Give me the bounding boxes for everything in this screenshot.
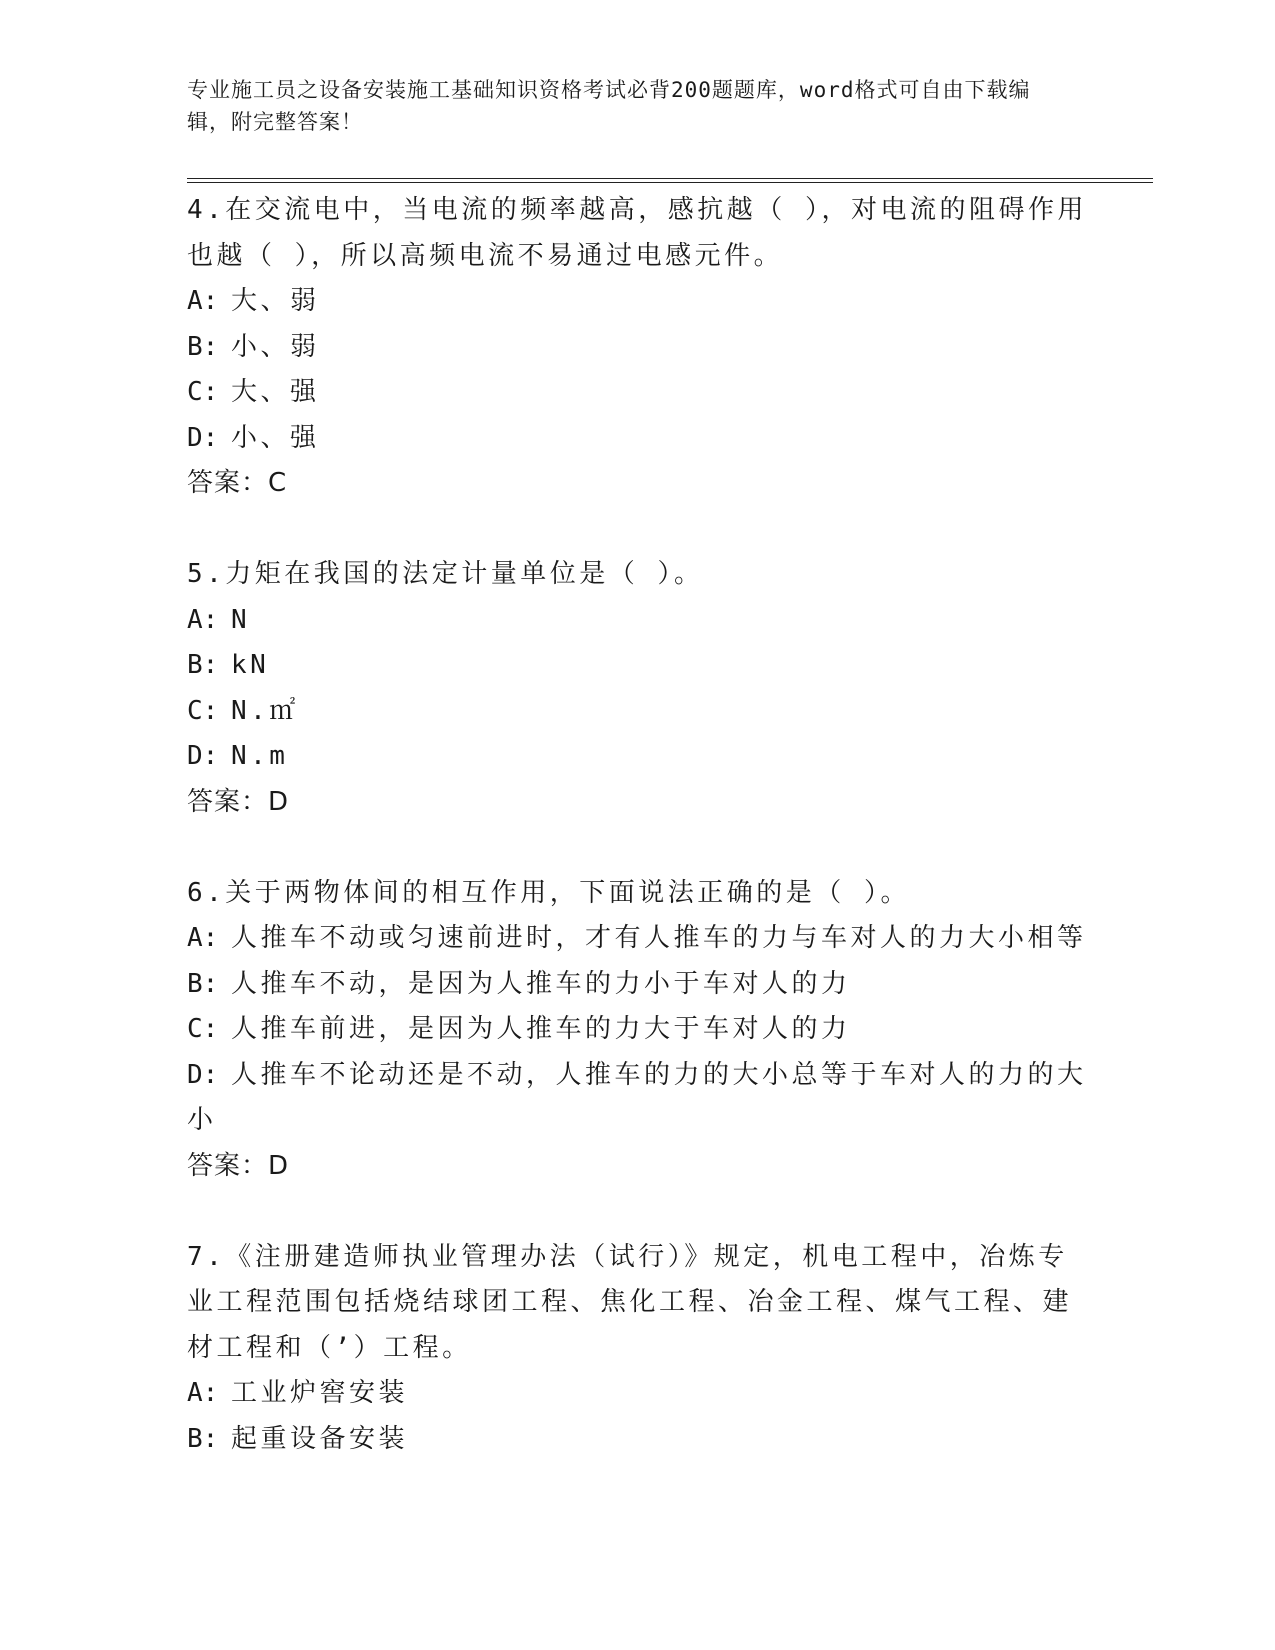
header-divider: [187, 178, 1153, 183]
option-text: N: [231, 604, 251, 635]
option-text: 人推车不论动还是不动，人推车的力的大小总等于车对人的力的大小: [187, 1059, 1087, 1135]
document-header: 专业施工员之设备安装施工基础知识资格考试必背200题题库，word格式可自由下载编辑，附完整答案！: [187, 78, 1031, 134]
option-b: [187, 325, 1087, 371]
option-text: 人推车不动，是因为人推车的力小于车对人的力: [231, 968, 851, 999]
option-letter: A:: [187, 923, 219, 953]
option-text: 工业炉窖安装: [231, 1378, 409, 1408]
option-c: [187, 1007, 1087, 1053]
question-4: [187, 188, 1087, 507]
option-b: [187, 962, 1087, 1008]
question-list: [187, 188, 1087, 1508]
option-c: [187, 689, 1087, 735]
option-a: [187, 279, 1087, 325]
option-text: 大、弱: [231, 286, 320, 316]
option-letter: B:: [187, 650, 219, 680]
answer-line: 答案：D: [187, 786, 290, 817]
option-text: 人推车不动或匀速前进时，才有人推车的力与车对人的力大小相等: [231, 923, 1087, 953]
option-a: [187, 1371, 1087, 1417]
option-letter: C:: [187, 1014, 219, 1044]
answer-line: 答案：D: [187, 1150, 290, 1181]
option-a: [187, 598, 1087, 644]
option-b: [187, 643, 1087, 689]
option-letter: B:: [187, 331, 219, 362]
option-text: 小、强: [231, 422, 320, 453]
option-letter: D:: [187, 422, 219, 453]
option-b: [187, 1417, 1087, 1463]
option-a: [187, 916, 1087, 962]
option-text: N.㎡: [231, 695, 299, 726]
question-7: [187, 1235, 1087, 1463]
option-letter: A:: [187, 1378, 219, 1408]
option-text: 小、弱: [231, 331, 320, 362]
option-text: 大、强: [231, 377, 320, 407]
question-stem: 7.《注册建造师执业管理办法（试行）》规定，机电工程中，冶炼专业工程范围包括烧结球团工程、焦化工程、冶金工程、煤气工程、建材工程和（’）工程。: [187, 1241, 1073, 1363]
option-letter: D:: [187, 741, 219, 771]
option-letter: B:: [187, 968, 219, 999]
question-stem: 6.关于两物体间的相互作用，下面说法正确的是（ ）。: [187, 877, 910, 908]
option-c: [187, 370, 1087, 416]
option-d: [187, 734, 1087, 780]
option-letter: C:: [187, 377, 219, 407]
option-text: 起重设备安装: [231, 1423, 409, 1454]
option-text: 人推车前进，是因为人推车的力大于车对人的力: [231, 1014, 851, 1044]
option-letter: B:: [187, 1423, 219, 1454]
option-d: [187, 1053, 1087, 1144]
question-6: [187, 871, 1087, 1190]
option-letter: A:: [187, 286, 219, 316]
question-stem: 5.力矩在我国的法定计量单位是（ ）。: [187, 559, 704, 589]
answer-line: 答案：C: [187, 468, 288, 498]
option-letter: C:: [187, 695, 219, 726]
question-5: [187, 552, 1087, 825]
option-text: N.m: [231, 741, 289, 771]
option-d: [187, 416, 1087, 462]
question-stem: 4.在交流电中，当电流的频率越高，感抗越（ ），对电流的阻碍作用也越（ ），所以高频电流不易通过电感元件。: [187, 195, 1087, 271]
option-text: kN: [231, 650, 270, 680]
option-letter: A:: [187, 604, 219, 635]
option-letter: D:: [187, 1059, 219, 1090]
